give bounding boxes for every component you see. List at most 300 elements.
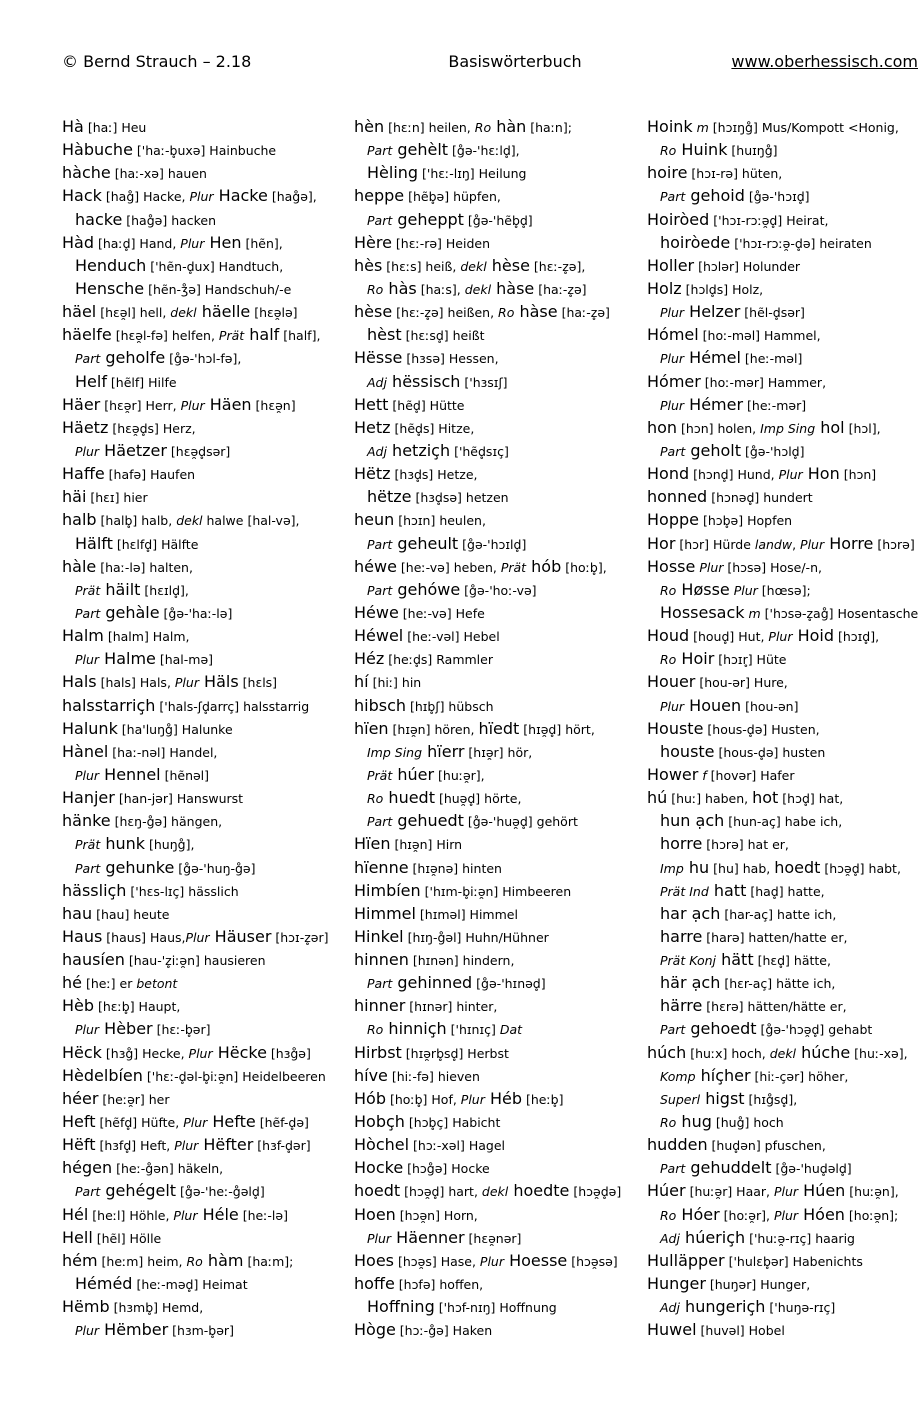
headword: gehèlt [392, 140, 449, 160]
headword: hun ạch [660, 811, 725, 831]
dictionary-entry-line [647, 809, 920, 832]
definition-text: [hɔfə] hoffen, [394, 1277, 484, 1293]
grammar-label: Ro [660, 582, 677, 598]
dictionary-entry-line [647, 578, 920, 601]
definition-text: [hɜfd̥] Heft, [95, 1138, 175, 1154]
dictionary-entry-line [354, 786, 644, 809]
dictionary-entry-line [62, 1133, 348, 1156]
dictionary-entry-line [354, 1064, 644, 1087]
grammar-label: Imp Sing [367, 744, 423, 760]
grammar-label: dekl [481, 1184, 509, 1200]
definition-text: ['hɪnɪç] [446, 1022, 500, 1038]
definition-text: [hɜd̥s] Hetze, [390, 467, 478, 483]
dictionary-entry-line [354, 370, 644, 393]
dictionary-entry-line [354, 208, 644, 231]
headword: Häenner [391, 1227, 465, 1247]
definition-text: [hẽn], [241, 235, 283, 251]
definition-text: [had̥] hatte, [746, 883, 825, 899]
definition-text: [haːd̥] Hand, [94, 235, 181, 251]
dictionary-entry-line [647, 740, 920, 763]
definition-text: [g̊ə-'hẽb̥d̥] [463, 212, 533, 228]
grammar-label: Plur [660, 305, 685, 321]
headword: hacke [75, 209, 123, 229]
definition-text: [heːə̯r] her [98, 1091, 170, 1107]
dictionary-entry-line [354, 994, 644, 1017]
grammar-label: landw [754, 536, 793, 552]
definition-text: [hɔlər] Holunder [694, 258, 801, 274]
headword: Hensche [75, 278, 145, 298]
definition-text: [heːd̥s] Rammler [384, 652, 493, 668]
headword: húch [647, 1042, 687, 1062]
definition-text: [hɔn] [839, 467, 877, 483]
headword: Hobçh [354, 1112, 405, 1132]
headword: Hoppe [647, 510, 699, 530]
grammar-label: Adj [367, 374, 387, 390]
definition-text: [hɛrə] hätten/hätte er, [702, 999, 847, 1015]
definition-text: [hɔə̯d̥ə] [569, 1184, 622, 1200]
definition-text: [g̊ə-'hɔɪld̥] [458, 536, 527, 552]
headword: Héwel [354, 626, 404, 646]
headword: häel [62, 302, 97, 322]
dictionary-entry-line [647, 1226, 920, 1249]
headword: Hosse [647, 556, 696, 576]
definition-text: [hou-ən] [741, 698, 799, 714]
definition-text: [hɜf-d̥ər] [253, 1138, 311, 1154]
headword: Hère [354, 232, 392, 252]
dictionary-entry-line [62, 994, 348, 1017]
grammar-label: betont [136, 976, 178, 992]
dictionary-entry-line [647, 323, 920, 346]
headword: Hòge [354, 1320, 396, 1340]
dictionary-entry-line [62, 624, 348, 647]
dictionary-entry-line [647, 1295, 920, 1318]
grammar-label: Ro [660, 652, 677, 668]
definition-text: [hɛə̯nər] [464, 1230, 522, 1246]
dictionary-entry-line [354, 323, 644, 346]
headword: Horre [824, 533, 874, 553]
headword: hèst [367, 325, 402, 345]
definition-text: [hɔl], [844, 420, 881, 436]
definition-text: [hɪə̯d̥] hört, [519, 721, 595, 737]
definition-text: [g̊ə-'hɔl-fə], [165, 351, 242, 367]
definition-text: [hẽlf] Hilfe [106, 374, 177, 390]
grammar-label: Ro [367, 281, 384, 297]
definition-text: [hɛːn] heilen, [384, 120, 475, 135]
definition-text: [hœsə]; [757, 582, 811, 598]
definition-text: [hɪb̥ʃ] hübsch [406, 698, 494, 714]
headword: hot [752, 788, 779, 808]
headword: Hunger [647, 1274, 706, 1294]
definition-text: [hɪŋ-g̊əl] Huhn/Hühner [403, 929, 549, 945]
definition-text: [hɛlfd̥] Hälfte [112, 536, 199, 552]
grammar-label: Plur [733, 582, 758, 598]
dictionary-entry-line [647, 832, 920, 855]
headword: Hack [62, 186, 102, 206]
headword: héwe [354, 556, 397, 576]
dictionary-entry-line [647, 508, 920, 531]
grammar-label: Ro [660, 1115, 677, 1131]
dictionary-entry-line [62, 740, 348, 763]
headword: hoire [647, 163, 688, 183]
headword: Hàd [62, 232, 94, 252]
headword: Hon [802, 464, 840, 484]
definition-text: [hag̊] Hacke, [101, 189, 190, 205]
headword: Hëcke [212, 1042, 267, 1062]
website-link[interactable]: www.oberhessisch.com [731, 52, 918, 71]
headword: Houen [684, 695, 742, 715]
dictionary-entry-line [647, 208, 920, 231]
dictionary-entry-line [647, 231, 920, 254]
headword: hém [62, 1250, 98, 1270]
headword: Hen [204, 232, 242, 252]
dictionary-entry-line [62, 1017, 348, 1040]
definition-text: [g̊ə-'huŋ-g̊ə] [174, 860, 256, 876]
headword: Høsse [676, 579, 730, 599]
dictionary-entry-line [62, 670, 348, 693]
headword: Hacke [213, 186, 268, 206]
definition-text: [hɛls] [238, 675, 278, 691]
dictionary-entry-line [354, 161, 644, 184]
headword: gehówe [392, 579, 461, 599]
dictionary-entry-line [354, 485, 644, 508]
definition-text: [hɔr] Hürde [675, 536, 755, 552]
dictionary-entry-line [62, 1179, 348, 1202]
grammar-label: Part [367, 976, 393, 992]
headword: Hómer [647, 371, 701, 391]
dictionary-entry-line [647, 647, 920, 670]
dictionary-entry-line [62, 1064, 348, 1087]
column-1 [62, 115, 348, 1341]
definition-text: [hɪnən] hindern, [408, 953, 515, 969]
definition-text: [hɛɪld̥], [140, 582, 189, 598]
grammar-label: Plur [75, 1323, 100, 1339]
headword: hoffe [354, 1274, 395, 1294]
grammar-label: Komp [660, 1068, 696, 1084]
grammar-label: Ro [660, 1207, 677, 1223]
definition-text: [heː-mər] [743, 397, 807, 413]
definition-text: [hɛə̯d̥s] Herz, [108, 420, 196, 436]
grammar-label: Plur [75, 443, 100, 459]
headword: geholfe [100, 348, 166, 368]
definition-text: [han-jər] Hanswurst [114, 791, 244, 807]
headword: häelfe [62, 325, 112, 345]
dictionary-entry-line [354, 115, 644, 138]
definition-text: [hẽl] Hölle [92, 1230, 162, 1246]
headword: halb [62, 510, 97, 530]
definition-text: [hous-d̥ə] Husten, [703, 721, 820, 737]
definition-text: [hiː] hin [368, 675, 422, 691]
dictionary-entry-line [354, 532, 644, 555]
dictionary-entry-line [647, 370, 920, 393]
dictionary-entry-line [647, 1133, 920, 1156]
dictionary-entry-line [647, 856, 920, 879]
dictionary-entry-line [647, 161, 920, 184]
dictionary-entry-line [647, 1110, 920, 1133]
headword: húche [796, 1042, 851, 1062]
headword: Häetzer [99, 440, 167, 460]
dictionary-entry-line [647, 485, 920, 508]
headword: hïedt [478, 718, 520, 738]
dictionary-entry-line [354, 254, 644, 277]
headword: Hësse [354, 348, 403, 368]
definition-text: [halm] Halm, [103, 629, 190, 645]
headword: Hoesse [503, 1250, 568, 1270]
definition-text: ['hɔsə-z̥ag̊] Hosentasche [760, 605, 919, 621]
dictionary-entry-line [647, 763, 920, 786]
dictionary-entry-line [354, 647, 644, 670]
headword: Hànel [62, 741, 109, 761]
grammar-label: Part [660, 189, 686, 205]
headword: horre [660, 834, 703, 854]
definition-text: [hɜm-b̥ər] [168, 1323, 234, 1339]
dictionary-entry-line [62, 439, 348, 462]
headword: Húer [647, 1181, 686, 1201]
headword: hätt [716, 950, 754, 970]
headword: heppe [354, 186, 405, 206]
dictionary-entry-line [62, 346, 348, 369]
grammar-label: Prät Ind [660, 883, 709, 899]
definition-text: [haː] Heu [83, 120, 147, 135]
headword: hèn [354, 117, 385, 136]
headword: héer [62, 1088, 99, 1108]
definition-text: [hɛə̯l-fə] helfen, [111, 328, 219, 344]
grammar-label: Plur [75, 652, 100, 668]
dictionary-entry-line [647, 555, 920, 578]
headword: hàs [383, 278, 417, 298]
headword: hób [526, 556, 562, 576]
headword: gehoedt [685, 1019, 757, 1039]
grammar-label: Part [660, 1022, 686, 1038]
dictionary-entry-line [62, 300, 348, 323]
dictionary-entry-line [354, 346, 644, 369]
dictionary-entry-line [354, 879, 644, 902]
definition-text: [hɪg̊sd̥], [744, 1091, 798, 1107]
dictionary-entry-line [62, 647, 348, 670]
definition-text: [hɔd̥] hat, [778, 791, 844, 807]
book-title: Basiswörterbuch [448, 52, 582, 71]
dictionary-entry-line [62, 786, 348, 809]
headword: hïen [354, 718, 389, 738]
dictionary-entry-line [647, 1272, 920, 1295]
grammar-label: dekl [176, 513, 203, 529]
headword: Hefte [207, 1112, 256, 1132]
dictionary-entry-line [647, 532, 920, 555]
definition-text: ['hɔɪ-rɔːə̯d̥] Heirat, [709, 212, 829, 228]
dictionary-entry-line [647, 346, 920, 369]
definition-text: [huːə̯n], [845, 1184, 899, 1200]
definition-text: [hɔə̯d̥] hart, [400, 1184, 482, 1200]
dictionary-entry-line [62, 1295, 348, 1318]
definition-text: [hɪə̯r] hör, [464, 744, 533, 760]
grammar-label: Prät [500, 559, 527, 575]
dictionary-entry-line [62, 462, 348, 485]
dictionary-entry-line [354, 555, 644, 578]
definition-text: [huŋər] Hunger, [705, 1277, 811, 1293]
definition-text: [hɛːb̥] Haupt, [94, 999, 181, 1015]
headword: Hoid [792, 626, 835, 646]
grammar-label: Plur [185, 929, 210, 945]
dictionary-entry-line [62, 532, 348, 555]
headword: Héméd [75, 1274, 133, 1294]
definition-text: [hɔɪŋg̊] Mus/Kompott <Honig, [708, 120, 899, 135]
headword: geheult [392, 533, 459, 553]
headword: Helzer [684, 302, 741, 322]
dictionary-entry-line [647, 1041, 920, 1064]
headword: Halm [62, 626, 104, 646]
headword: Heft [62, 1112, 96, 1132]
definition-text: [hẽd̥] Hütte [388, 397, 465, 413]
headword: Hond [647, 464, 690, 484]
definition-text: [hag̊ə], [267, 189, 317, 205]
headword: Hél [62, 1204, 89, 1224]
headword: Hëfter [198, 1135, 254, 1155]
grammar-label: Part [660, 443, 686, 459]
definition-text: [hag̊ə] hacken [122, 212, 217, 228]
definition-text: [hẽfd̥] Hüfte, [95, 1115, 184, 1131]
definition-text: [huə̯d̥] hörte, [434, 791, 522, 807]
dictionary-entry-line [62, 1087, 348, 1110]
definition-text: [heːb̥] [522, 1091, 564, 1107]
headword: Hàbuche [62, 140, 133, 160]
dictionary-entry-line [647, 439, 920, 462]
column-2 [354, 115, 644, 1341]
grammar-label: Part [75, 605, 101, 621]
dictionary-entry-line [354, 856, 644, 879]
definition-text: [hɛə̯n] [251, 397, 296, 413]
dictionary-entry-line [354, 1087, 644, 1110]
dictionary-entry-line [647, 1156, 920, 1179]
headword: hon [647, 417, 678, 437]
definition-text: ['hẽn-d̥ux] Handtuch, [146, 258, 284, 274]
definition-text: ['hɛs-lɪç] hässlich [126, 883, 239, 899]
headword: Helf [75, 371, 107, 391]
definition-text: [huɪŋg̊] [727, 143, 778, 159]
grammar-label: Prät [218, 328, 245, 344]
definition-text: [hɔg̊ə] Hocke [403, 1161, 490, 1177]
headword: Hoink [647, 117, 693, 136]
headword: Hòchel [354, 1135, 410, 1155]
grammar-label: Plur [173, 1207, 198, 1223]
headword: hinnen [354, 950, 409, 970]
definition-text: [hu] hab, [709, 860, 775, 876]
headword: Hëtz [354, 464, 391, 484]
dictionary-entry-line [62, 856, 348, 879]
definition-text: [hɔə̯sə] [567, 1253, 618, 1269]
dictionary-entry-line [62, 601, 348, 624]
grammar-label: Plur [188, 1045, 213, 1061]
definition-text: [heː-və] Hefe [398, 605, 485, 621]
headword: gehoid [685, 186, 745, 206]
dictionary-entry-line [354, 416, 644, 439]
grammar-label: Plur [800, 536, 825, 552]
dictionary-entry-line [354, 277, 644, 300]
dictionary-entry-line [62, 138, 348, 161]
grammar-label: Prät Konj [660, 953, 717, 969]
grammar-label: Part [367, 212, 393, 228]
definition-text: [hɜg̊] Hecke, [101, 1045, 189, 1061]
dictionary-entry-line [354, 393, 644, 416]
grammar-label: Plur [660, 397, 685, 413]
definition-text: [hoː-mər] Hammer, [700, 374, 827, 390]
definition-text: [hɪnər] hinter, [405, 999, 498, 1015]
definition-text: [hɔld̥s] Holz, [681, 281, 764, 297]
definition-text: [huːə̯r], [434, 767, 485, 783]
definition-text: [hɜd̥sə] hetzen [411, 490, 509, 506]
headword: hèse [486, 255, 530, 275]
headword: gehuddelt [685, 1158, 772, 1178]
definition-text: [hɛə̯d̥sər] [166, 443, 231, 459]
definition-text: [ha'luŋg̊] Halunke [117, 721, 233, 737]
dictionary-entry-line [62, 1272, 348, 1295]
headword: häelle [196, 302, 251, 322]
dictionary-entry-line [647, 393, 920, 416]
definition-text: [heː-vəl] Hebel [403, 629, 500, 645]
definition-text: ['huːə̯-rɪç] haarig [745, 1230, 855, 1246]
grammar-label: Dat [499, 1022, 523, 1038]
headword: Holler [647, 255, 695, 275]
dictionary-entry-line [354, 694, 644, 717]
definition-text: [heː-və] heben, [396, 559, 501, 575]
page-header [62, 52, 918, 76]
headword: hänke [62, 811, 111, 831]
definition-text: [heː-g̊ən] häkeln, [112, 1161, 224, 1177]
dictionary-entry-line [647, 1087, 920, 1110]
headword: Héle [197, 1204, 239, 1224]
definition-text: [hoːb̥] Hof, [385, 1091, 461, 1107]
grammar-label: Ro [367, 1022, 384, 1038]
headword: Hirbst [354, 1042, 402, 1062]
definition-text: [hovər] Hafer [706, 767, 795, 783]
definition-text: [hud̥ən] pfuschen, [707, 1138, 826, 1154]
definition-text: [g̊ə-'hɔld̥] [740, 443, 805, 459]
definition-text: [hẽl-d̥sər] [740, 305, 805, 321]
grammar-label: Plur [180, 397, 205, 413]
grammar-label: m [692, 120, 709, 135]
definition-text: [huŋg̊], [145, 837, 195, 853]
dictionary-entry-line [354, 1249, 644, 1272]
dictionary-entry-line [62, 809, 348, 832]
dictionary-entry-line [62, 948, 348, 971]
definition-text: ['hɛː-d̥əl-b̥iːə̯n] Heidelbeeren [142, 1068, 326, 1084]
definition-text: ['huŋə-rɪç] [765, 1300, 836, 1316]
definition-text: [hɛː-z̥ə], [529, 258, 586, 274]
headword: Huink [676, 140, 728, 160]
dictionary-entry-line [62, 1318, 348, 1341]
definition-text: [hɔrə] hat er, [702, 837, 789, 853]
definition-text: ['hals-ʃd̥arrç] halsstarrig [155, 698, 310, 714]
dictionary-entry-line [354, 740, 644, 763]
headword: Hälft [75, 533, 113, 553]
headword: Hanjer [62, 788, 115, 808]
dictionary-entry-line [354, 1110, 644, 1133]
definition-text: [halb̥] halb, [96, 513, 177, 529]
copyright-text: © Bernd Strauch – 2.18 [62, 52, 252, 71]
definition-text: ['hɔɪ-rɔːə̯-d̥ə] heiraten [730, 235, 872, 251]
definition-text: [hɔə̯s] Hase, [394, 1253, 480, 1269]
headword: hibsch [354, 695, 407, 715]
headword: Huwel [647, 1320, 697, 1340]
definition-text: [hau-'z̥iːə̯n] hausieren [124, 953, 266, 969]
headword: gehunke [100, 857, 175, 877]
definition-text: [hɛɪ] hier [86, 490, 148, 506]
dictionary-entry-line [354, 809, 644, 832]
headword: Holz [647, 278, 682, 298]
definition-text: [haː-z̥ə] [557, 305, 610, 321]
definition-text: [hɜmb̥] Hemd, [109, 1300, 204, 1316]
grammar-label: Plur [367, 1230, 392, 1246]
grammar-label: Imp Sing [760, 420, 816, 436]
headword: Hower [647, 764, 699, 784]
